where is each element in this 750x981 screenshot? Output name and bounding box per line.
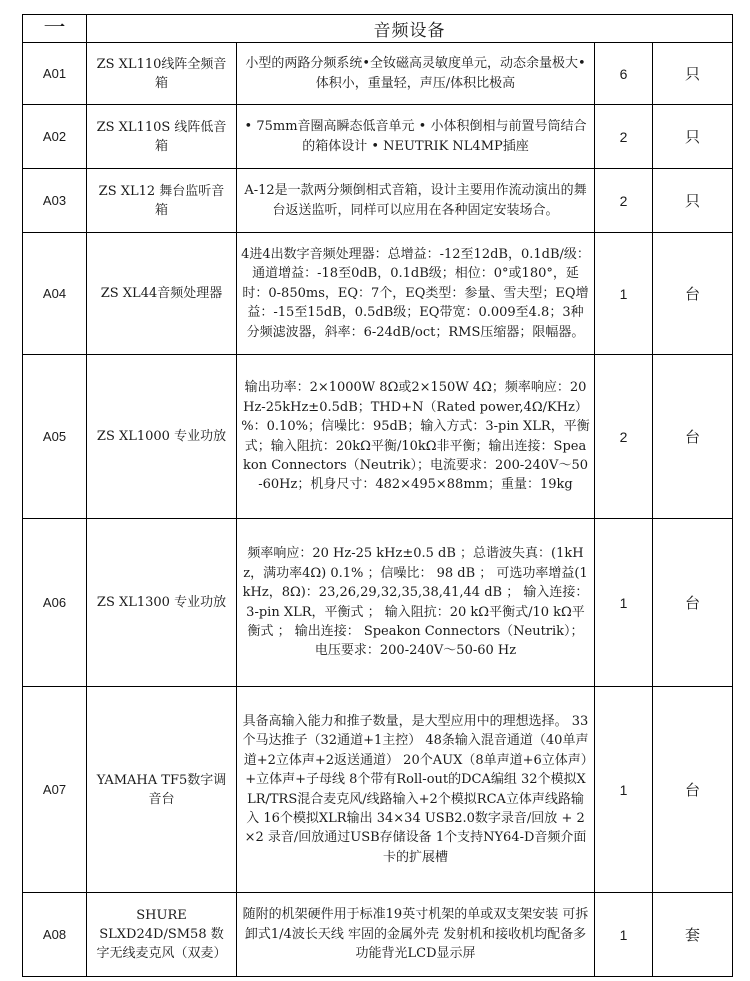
item-unit: 套 <box>653 893 733 977</box>
item-name: SHURE SLXD24D/SM58 数字无线麦克风（双麦） <box>87 893 237 977</box>
item-unit: 台 <box>653 687 733 893</box>
item-name: ZS XL110S 线阵低音箱 <box>87 105 237 169</box>
item-quantity: 6 <box>595 43 653 105</box>
item-description: 小型的两路分频系统•全钕磁高灵敏度单元，动态余量极大•体积小，重量轻，声压/体积比极高 <box>237 43 595 105</box>
item-quantity: 2 <box>595 105 653 169</box>
item-description: 具备高输入能力和推子数量，是大型应用中的理想选择。 33个马达推子（32通道+1主控） 48条输入混音通道（40单声道+2立体声+2返送通道） 20个AUX（8单声道+6立体声）+立体声+子母线 8个带有Roll-out的DCA编组 32个模拟XLR/TRS混合麦克风/线路输入+2个模拟RCA立体声线路输入 16个模拟XLR输出 34×34 USB2.0数字录音/回放 + 2×2 录音/回放通过USB存储设备 1个支持NY64-D音频介面卡的扩展槽 <box>237 687 595 893</box>
item-quantity: 1 <box>595 687 653 893</box>
item-description: A-12是一款两分频倒相式音箱，设计主要用作流动演出的舞台返送监听，同样可以应用在各种固定安装场合。 <box>237 169 595 233</box>
table-row <box>23 355 733 519</box>
item-id: A05 <box>23 355 87 519</box>
audio-equipment-table <box>22 14 733 977</box>
item-quantity: 1 <box>595 519 653 687</box>
table-row <box>23 519 733 687</box>
item-quantity: 1 <box>595 233 653 355</box>
item-id: A02 <box>23 105 87 169</box>
item-description: 输出功率：2×1000W 8Ω或2×150W 4Ω；频率响应：20Hz-25kHz±0.5dB；THD+N（Rated power,4Ω/KHz）%：0.10%；信噪比：95dB；输入方式：3-pin XLR，平衡式；输入阻抗：20kΩ平衡/10kΩ非平衡；输出连接：Speakon Connectors（Neutrik）；电流要求：200-240V～50-60Hz；机身尺寸：482×495×88mm；重量：19kg <box>237 355 595 519</box>
table-row <box>23 893 733 977</box>
table-header-row <box>23 15 733 43</box>
table-row <box>23 233 733 355</box>
item-description: 频率响应：20 Hz-25 kHz±0.5 dB ；总谐波失真：(1kHz，满功率4Ω) 0.1% ；信噪比： 98 dB ； 可选功率增益(1kHz，8Ω)：23,26,29,32,35,38,41,44 dB ； 输入连接：3-pin XLR，平衡式 ； 输入阻抗：20 kΩ平衡式/10 kΩ平衡式 ； 输出连接： Speakon Connectors（Neutrik）；电压要求：200-240V～50-60 Hz <box>237 519 595 687</box>
item-id: A04 <box>23 233 87 355</box>
item-unit: 只 <box>653 169 733 233</box>
item-description: 随附的机架硬件用于标准19英寸机架的单或双支架安装 可拆卸式1/4波长天线 牢固的金属外壳 发射机和接收机均配备多功能背光LCD显示屏 <box>237 893 595 977</box>
table-row <box>23 687 733 893</box>
item-id: A06 <box>23 519 87 687</box>
item-name: ZS XL44音频处理器 <box>87 233 237 355</box>
item-unit: 只 <box>653 43 733 105</box>
item-id: A01 <box>23 43 87 105</box>
item-unit: 台 <box>653 519 733 687</box>
item-id: A03 <box>23 169 87 233</box>
section-title: 音频设备 <box>87 15 733 43</box>
section-number-marker: 一 <box>23 15 87 43</box>
item-unit: 台 <box>653 233 733 355</box>
item-quantity: 2 <box>595 355 653 519</box>
table-row <box>23 169 733 233</box>
item-name: ZS XL1300 专业功放 <box>87 519 237 687</box>
item-description: • 75mm音圈高瞬态低音单元 • 小体积倒相与前置号筒结合的箱体设计 • NEUTRIK NL4MP插座 <box>237 105 595 169</box>
item-description: 4进4出数字音频处理器：总增益：-12至12dB，0.1dB/级：通道增益：-18至0dB，0.1dB级；相位：0°或180°，延时：0-850ms，EQ：7个，EQ类型：参量、雪夫型；EQ增益：-15至15dB，0.5dB级；EQ带宽：0.009至4.8；3种分频滤波器，斜率：6-24dB/oct；RMS压缩器；限幅器。 <box>237 233 595 355</box>
table-row <box>23 43 733 105</box>
item-id: A08 <box>23 893 87 977</box>
item-id: A07 <box>23 687 87 893</box>
table-row <box>23 105 733 169</box>
item-unit: 台 <box>653 355 733 519</box>
item-name: ZS XL1000 专业功放 <box>87 355 237 519</box>
item-quantity: 1 <box>595 893 653 977</box>
item-name: ZS XL12 舞台监听音箱 <box>87 169 237 233</box>
item-unit: 只 <box>653 105 733 169</box>
item-name: YAMAHA TF5数字调音台 <box>87 687 237 893</box>
item-quantity: 2 <box>595 169 653 233</box>
item-name: ZS XL110线阵全频音箱 <box>87 43 237 105</box>
